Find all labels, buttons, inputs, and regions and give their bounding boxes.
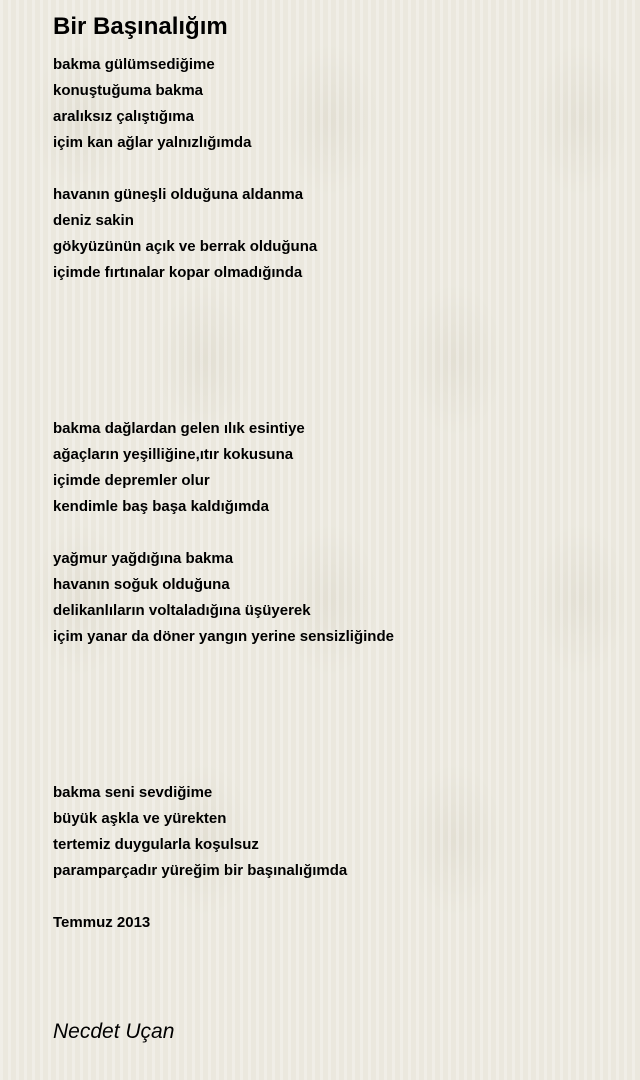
poem-date: Temmuz 2013 [53, 914, 151, 931]
poem-line: konuştuğuma bakma [53, 82, 204, 99]
poem-line: havanın soğuk olduğuna [53, 576, 230, 593]
poem-line: aralıksız çalıştığıma [53, 108, 194, 125]
poem-line: deniz sakin [53, 212, 134, 229]
poem-line: yağmur yağdığına bakma [53, 550, 234, 567]
poem-line: bakma seni sevdiğime [53, 784, 213, 801]
poem-title: Bir Başınalığım [53, 13, 228, 40]
poem-line: içim kan ağlar yalnızlığımda [53, 134, 252, 151]
poem-line: havanın güneşli olduğuna aldanma [53, 186, 304, 203]
poem-line: bakma dağlardan gelen ılık esintiye [53, 420, 305, 437]
poem-line: bakma gülümsediğime [53, 56, 215, 73]
stanza-3 [53, 416, 613, 520]
poem-line: ağaçların yeşilliğine,ıtır kokusuna [53, 446, 294, 463]
stanza-4 [53, 546, 613, 650]
poem-line: büyük aşkla ve yürekten [53, 810, 227, 827]
poem-line: kendimle baş başa kaldığımda [53, 498, 269, 515]
poem-line: gökyüzünün açık ve berrak olduğuna [53, 238, 318, 255]
poet-name: Necdet Uçan [53, 1020, 175, 1043]
poem-line: içimde depremler olur [53, 472, 210, 489]
poem-line: içimde fırtınalar kopar olmadığında [53, 264, 303, 281]
poem-line: tertemiz duygularla koşulsuz [53, 836, 259, 853]
stanza-1 [53, 52, 613, 156]
stanza-5 [53, 780, 613, 884]
poem-line: içim yanar da döner yangın yerine sensizliğinde [53, 628, 394, 645]
poem-line: paramparçadır yüreğim bir başınalığımda [53, 862, 348, 879]
poem-body [53, 52, 613, 936]
stanza-2 [53, 182, 613, 286]
poem-line: delikanlıların voltaladığına üşüyerek [53, 602, 311, 619]
